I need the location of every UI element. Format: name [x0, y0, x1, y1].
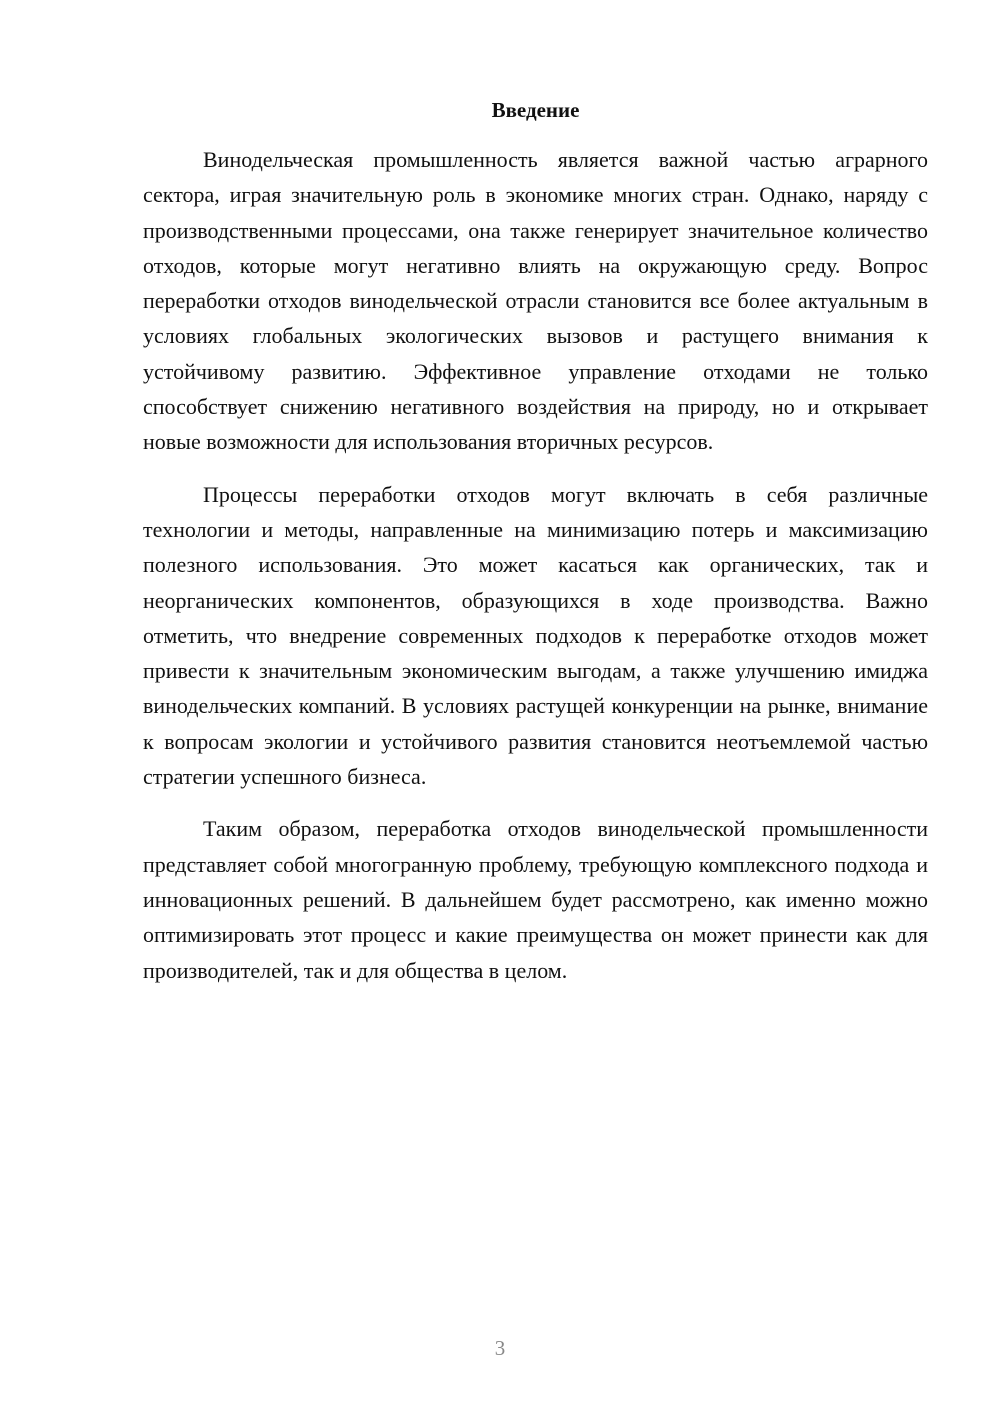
page-number: 3 — [494, 1336, 506, 1360]
page-content — [143, 96, 928, 1005]
paragraph-2: Процессы переработки отходов могут включать в себя различные технологии и методы, направленные на минимизацию потерь и максимизацию полезного использования. Это может касаться как органических, так и неорганических компонентов, образующихся в ходе производства. Важно отметить, что внедрение современных подходов к переработке отходов может привести к значительным экономическим выгодам, а также улучшению имиджа винодельческих компаний. В условиях растущей конкуренции на рынке, внимание к вопросам экологии и устойчивого развития становится неотъемлемой частью стратегии успешного бизнеса. — [143, 481, 928, 790]
section-title: Введение — [491, 98, 580, 122]
paragraph-3: Таким образом, переработка отходов винодельческой промышленности представляет собой многогранную проблему, требующую комплексного подхода и инновационных решений. В дальнейшем будет рассмотрено, как именно можно оптимизировать этот процесс и какие преимущества он может принести как для производителей, так и для общества в целом. — [143, 816, 928, 983]
paragraph-1: Винодельческая промышленность является важной частью аграрного сектора, играя значительную роль в экономике многих стран. Однако, наряду с производственными процессами, она также генерирует значительное количество отходов, которые могут негативно влиять на окружающую среду. Вопрос переработки отходов винодельческой отрасли становится все более актуальным в условиях глобальных экологических вызовов и растущего внимания к устойчивому развитию. Эффективное управление отходами не только способствует снижению негативного воздействия на природу, но и открывает новые возможности для использования вторичных ресурсов. — [143, 147, 928, 455]
